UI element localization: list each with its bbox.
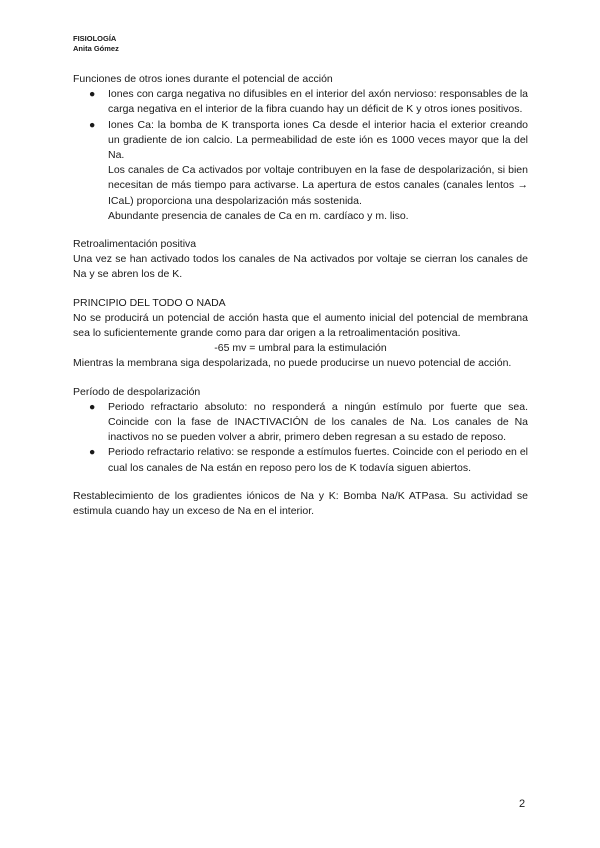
section-title-periodo: Período de despolarización — [73, 385, 201, 398]
header-author: Anita Gómez — [73, 44, 119, 53]
bullet-icon: ● — [89, 400, 96, 413]
section-title-retroalimentacion: Retroalimentación positiva — [73, 238, 197, 251]
section-title-todo-nada: PRINCIPIO DEL TODO O NADA — [73, 296, 226, 309]
header-subject: FISIOLOGÍA — [73, 34, 117, 43]
restablecimiento-text: Restablecimiento de los gradientes iónicos de Na y K: Bomba Na/K ATPasa. Su actividad se estimula cuando hay un exceso de Na en el interior. — [73, 489, 528, 518]
list-item — [73, 87, 528, 117]
bullet-icon: ● — [89, 88, 96, 101]
retroalimentacion-text: Una vez se han activado todos los canales de Na activados por voltaje se cierran los canales de Na y se abren los de K. — [73, 253, 528, 281]
list-item-text: Periodo refractario relativo: se responde a estímulos fuertes. Coincide con el periodo en el cual los canales de Na están en reposo pero los de K todavía siguen abiertos. — [108, 446, 528, 474]
list-item-text: Iones con carga negativa no difusibles en el interior del axón nervioso: responsables de la carga negativa en el interior de la fibra cuando hay un déficit de K y otros iones positivos. — [108, 88, 528, 116]
page-number: 2 — [519, 798, 526, 810]
list-item — [73, 445, 528, 475]
todo-nada-text-2: Mientras la membrana siga despolarizada, no puede producirse un nuevo potencial de acción. — [73, 357, 512, 370]
section-title-otros-iones: Funciones de otros iones durante el potencial de acción — [73, 73, 333, 85]
list-item-text: Iones Ca: la bomba de K transporta iones Ca desde el interior hacia el exterior creando un gradiente de ion calcio. La permeabilidad de este ión es 1000 veces mayor que la del Na. — [108, 118, 528, 162]
todo-nada-text: No se producirá un potencial de acción hasta que el aumento inicial del potencial de membrana sea lo suficientemente grande como para dar origen a la retroalimentación positiva. — [73, 311, 528, 340]
document-body — [73, 72, 528, 519]
list-item-text: Abundante presencia de canales de Ca en m. cardíaco y m. liso. — [108, 209, 409, 222]
page-header — [73, 34, 119, 54]
umbral-formula: -65 mv = umbral para la estimulación — [214, 342, 387, 355]
periodo-list — [73, 400, 528, 476]
bullet-icon: ● — [89, 118, 96, 131]
bullet-icon: ● — [89, 446, 96, 459]
otros-iones-list — [73, 87, 528, 224]
list-item — [73, 400, 528, 446]
list-item-text: Periodo refractario absoluto: no responderá a ningún estímulo por fuerte que sea. Coincide con la fase de INACTIVACIÓN de los canales de Na. Los canales de Na inactivos no se pueden volver a abrir, primero deben regresan a su estado de reposo. — [108, 400, 528, 444]
list-item — [73, 118, 528, 224]
list-item-text: Los canales de Ca activados por voltaje contribuyen en la fase de despolarización, si bien necesitan de más tiempo para activarse. La apertura de estos canales (canales lentos → ICaL) proporciona una despolarización más sostenida. — [108, 164, 528, 207]
